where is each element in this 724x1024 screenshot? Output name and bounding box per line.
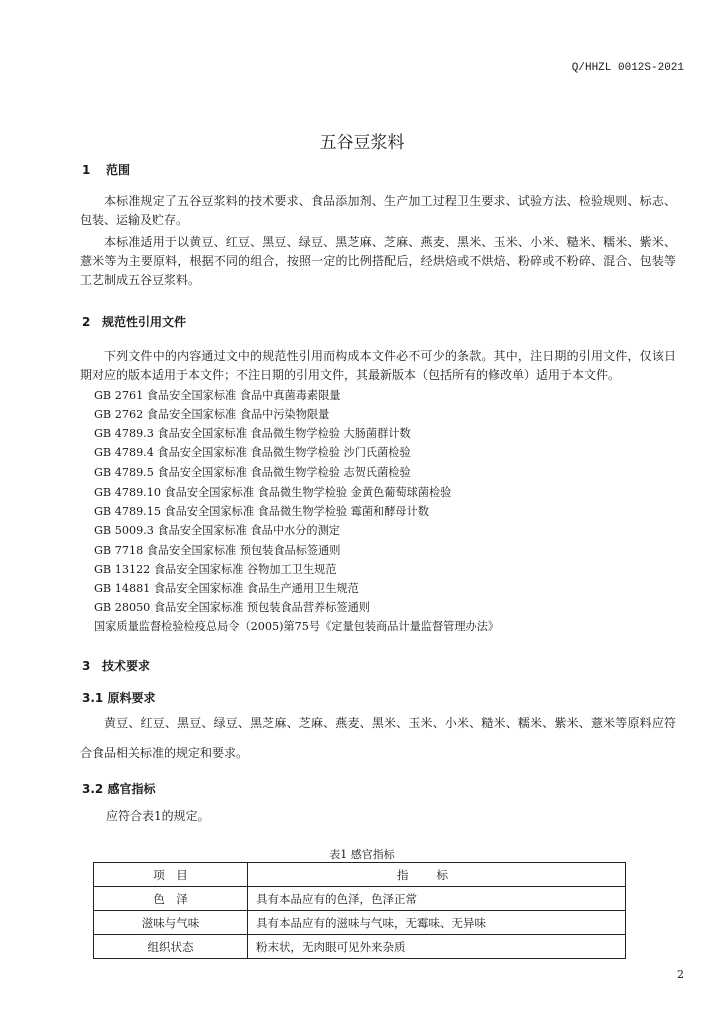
sensory-text: 应符合表1的规定。 [106,809,210,823]
table-cell-value: 具有本品应有的滋味与气味，无霉味、无异味 [248,911,626,935]
table-row [94,911,626,935]
reference-item: 国家质量监督检验检疫总局令（2005)第75号《定量包装商品计量监督管理办法》 [94,620,500,633]
subsection-title: 原料要求 [107,691,156,705]
section-3-heading [82,657,150,674]
section-number: 3 [82,659,91,673]
table-cell-item: 组织状态 [94,935,248,959]
section-title: 规范性引用文件 [102,315,187,329]
subsection-number: 3.2 [82,782,104,796]
reference-item: GB 2761 食品安全国家标准 食品中真菌毒素限量 [94,389,341,402]
reference-item: GB 5009.3 食品安全国家标准 食品中水分的测定 [94,524,340,537]
reference-item: GB 4789.15 食品安全国家标准 食品微生物学检验 霉菌和酵母计数 [94,505,429,518]
reference-item: GB 2762 食品安全国家标准 食品中污染物限量 [94,408,330,421]
table-header-cell: 项 目 [94,863,248,887]
subsection-3-1-heading [82,689,155,706]
scope-paragraph-1: 本标准规定了五谷豆浆料的技术要求、食品添加剂、生产加工过程卫生要求、试验方法、检验规则、标志、包装、运输及贮存。 [80,194,676,227]
page-number: 2 [677,968,684,981]
reference-item: GB 4789.4 食品安全国家标准 食品微生物学检验 沙门氏菌检验 [94,446,411,459]
table-cell-value: 具有本品应有的色泽，色泽正常 [248,887,626,911]
subsection-3-2-heading [82,780,155,797]
subsection-title: 感官指标 [107,782,156,796]
section-title: 技术要求 [102,659,151,673]
section-number: 2 [82,315,91,329]
subsection-number: 3.1 [82,691,104,705]
section-2-heading [82,313,186,330]
section-number: 1 [82,163,91,177]
reference-item: GB 4789.10 食品安全国家标准 食品微生物学检验 金黄色葡萄球菌检验 [94,486,452,499]
standard-code: Q/HHZL 0012S-2021 [571,62,684,74]
raw-materials-text: 黄豆、红豆、黑豆、绿豆、黑芝麻、芝麻、燕麦、黑米、玉米、小米、糙米、糯米、紫米、薏米等原料应符合食品相关标准的规定和要求。 [80,716,676,760]
reference-item: GB 7718 食品安全国家标准 预包装食品标签通则 [94,544,341,557]
table-row [94,935,626,959]
reference-item: GB 13122 食品安全国家标准 谷物加工卫生规范 [94,563,337,576]
normative-intro: 下列文件中的内容通过文中的规范性引用而构成本文件必不可少的条款。其中，注日期的引用文件，仅该日期对应的版本适用于本文件；不注日期的引用文件，其最新版本（包括所有的修改单）适用于本文件。 [80,349,676,382]
table-header-cell: 指标 [248,863,626,887]
sensory-table [93,862,626,959]
table-cell-item: 色 泽 [94,887,248,911]
table-row [94,887,626,911]
reference-item: GB 4789.3 食品安全国家标准 食品微生物学检验 大肠菌群计数 [94,427,411,440]
table-caption: 表1 感官指标 [329,848,395,861]
table-header-row [94,863,626,887]
reference-item: GB 28050 食品安全国家标准 预包装食品营养标签通则 [94,601,370,614]
reference-item: GB 14881 食品安全国家标准 食品生产通用卫生规范 [94,582,359,595]
section-1-heading [82,161,130,178]
table-cell-item: 滋味与气味 [94,911,248,935]
document-title: 五谷豆浆料 [319,133,405,153]
section-title: 范围 [106,163,131,177]
reference-item: GB 4789.5 食品安全国家标准 食品微生物学检验 志贺氏菌检验 [94,466,411,479]
scope-paragraph-2: 本标准适用于以黄豆、红豆、黑豆、绿豆、黑芝麻、芝麻、燕麦、黑米、玉米、小米、糙米、糯米、紫米、薏米等为主要原料，根据不同的组合，按照一定的比例搭配后，经烘焙或不烘焙、粉碎或不粉碎、混合、包装等工艺制成五谷豆浆料。 [80,235,676,287]
table-cell-value: 粉末状，无肉眼可见外来杂质 [248,935,626,959]
